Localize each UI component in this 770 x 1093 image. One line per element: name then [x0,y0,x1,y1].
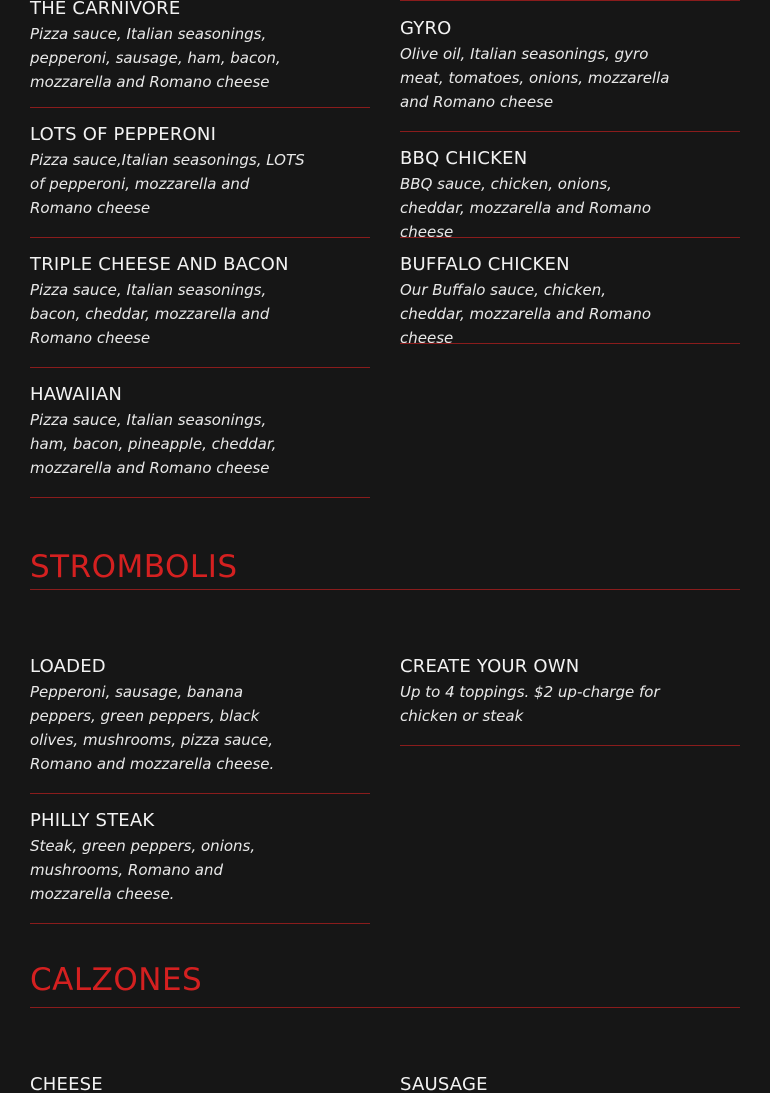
menu-item-sausage [400,1074,740,1093]
item-description: BBQ sauce, chicken, onions, cheddar, mozzarella and Romano cheese [400,175,652,241]
item-description: Pizza sauce, Italian seasonings, bacon, cheddar, mozzarella and Romano cheese [30,281,270,347]
menu-item-the-carnivore [30,0,370,108]
section-divider [30,1007,740,1008]
item-description: Olive oil, Italian seasonings, gyro meat, tomatoes, onions, mozzarella and Romano cheese [400,45,670,111]
item-name: CHEESE [30,1074,103,1093]
section-divider [30,589,740,590]
menu-item-bbq-chicken [400,148,740,241]
menu-item-buffalo-chicken [400,254,740,347]
item-name: LOADED [30,656,106,677]
item-description: Pizza sauce, Italian seasonings, pepperoni, sausage, ham, bacon, mozzarella and Romano cheese [30,25,281,91]
item-name: HAWAIIAN [30,384,122,405]
menu-item-loaded [30,656,370,794]
menu-item-lots-of-pepperoni [30,124,370,238]
menu-item-create-your-own [400,656,740,746]
item-name: GYRO [400,18,452,39]
item-description: Up to 4 toppings. $2 up-charge for chicken or steak [400,683,660,725]
item-description: Steak, green peppers, onions, mushrooms, Romano and mozzarella cheese. [30,837,256,903]
item-name: PHILLY STEAK [30,810,155,831]
item-name: TRIPLE CHEESE AND BACON [30,254,289,275]
item-name: BUFFALO CHICKEN [400,254,570,275]
section-title-strombolis: STROMBOLIS [30,549,238,585]
item-description: Pepperoni, sausage, banana peppers, green peppers, black olives, mushrooms, pizza sauce, Romano and mozzarella cheese. [30,683,275,773]
menu-item-triple-cheese-and-bacon [30,254,370,368]
item-name: CREATE YOUR OWN [400,656,580,677]
item-description: Pizza sauce, Italian seasonings, ham, bacon, pineapple, cheddar, mozzarella and Romano cheese [30,411,277,477]
menu-item-cheese [30,1074,370,1093]
menu-item-gyro [400,18,740,132]
top-divider [400,0,740,1]
item-name: BBQ CHICKEN [400,148,528,169]
item-description: Our Buffalo sauce, chicken, cheddar, mozzarella and Romano cheese [400,281,652,347]
item-name: SAUSAGE [400,1074,488,1093]
item-description: Pizza sauce,Italian seasonings, LOTS of pepperoni, mozzarella and Romano cheese [30,151,305,217]
section-title-calzones: CALZONES [30,962,203,998]
menu-item-hawaiian [30,384,370,498]
item-name: LOTS OF PEPPERONI [30,124,217,145]
item-name: THE CARNIVORE [30,0,181,19]
menu-item-philly-steak [30,810,370,924]
